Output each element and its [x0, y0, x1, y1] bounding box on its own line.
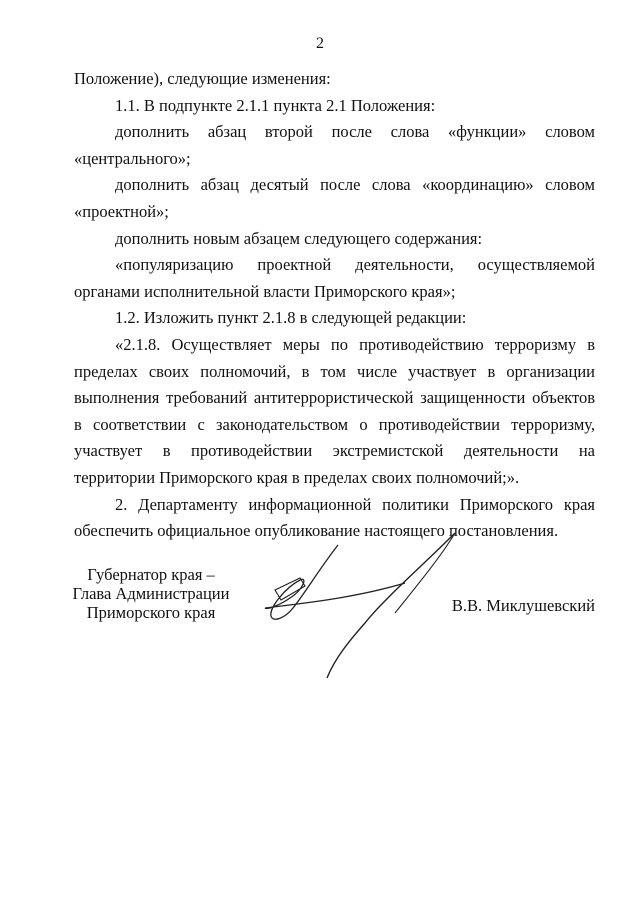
paragraph: 1.2. Изложить пункт 2.1.8 в следующей редакции:	[115, 308, 467, 328]
paragraph: 2. Департаменту информационной политики Приморского края обеспечить официальное опубликование настоящего постановления.	[74, 494, 595, 541]
signatory-title	[72, 565, 230, 622]
paragraph: 1.1. В подпункте 2.1.1 пункта 2.1 Положения:	[115, 95, 436, 115]
paragraph: «популяризацию проектной деятельности, осуществляемой органами исполнительной власти Приморского края»;	[74, 255, 595, 301]
signatory-title-line: Приморского края	[86, 603, 216, 622]
handwritten-signature	[245, 528, 485, 698]
document-body	[74, 66, 595, 545]
signatory-title-line: Губернатор края –	[87, 565, 215, 584]
paragraph: дополнить новым абзацем следующего содержания:	[115, 228, 483, 248]
paragraph: дополнить абзац десятый после слова «координацию» словом «проектной»;	[74, 175, 595, 221]
paragraph: Положение), следующие изменения:	[74, 69, 331, 88]
signatory-title-line: Глава Администрации	[72, 584, 230, 603]
signatory-name: В.В. Миклушевский	[451, 596, 595, 615]
paragraph: «2.1.8. Осуществляет меры по противодействию терроризму в пределах своих полномочий, в том числе участвует в организации выполнения требований антитеррористической защищенности объектов в соответствии с законодательством о противодействии терроризму, участвует в противодействии экстремистской деятельности на территории Приморского края в пределах своих полномочий;».	[74, 334, 595, 487]
page-number: 2	[316, 35, 324, 52]
paragraph: дополнить абзац второй после слова «функции» словом «центрального»;	[74, 122, 595, 168]
